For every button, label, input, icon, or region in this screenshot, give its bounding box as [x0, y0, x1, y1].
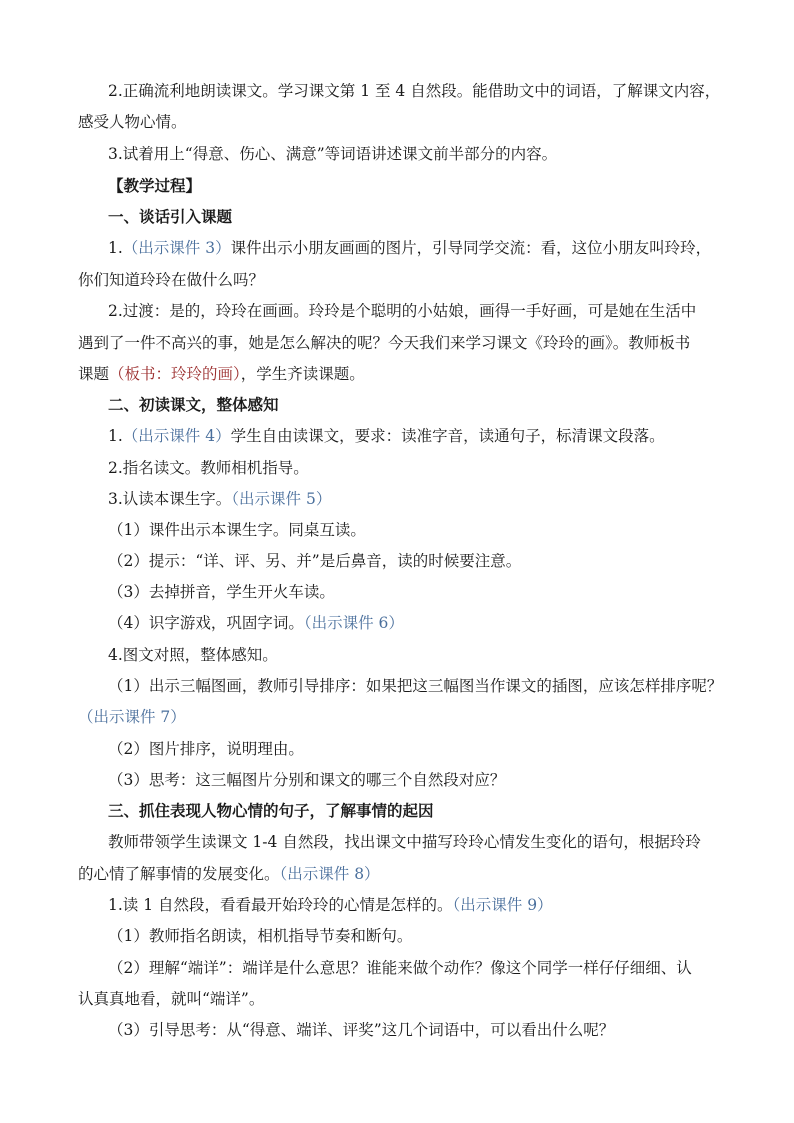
courseware-ref: （出示课件 9） — [452, 896, 553, 914]
heading-part-3: 三、抓住表现人物心情的句子，了解事情的起因 — [108, 801, 434, 820]
paragraph-1-1-cont: 你们知道玲玲在做什么吗？ — [78, 271, 265, 289]
paragraph-2-3-2: （2）提示：“详、评、另、并”是后鼻音，读的时候要注意。 — [108, 552, 522, 570]
paragraph-1-2-cont: 遇到了一件不高兴的事，她是怎么解决的呢？今天我们来学习课文《玲玲的画》。教师板书 — [78, 334, 691, 352]
courseware-ref: （出示课件 8） — [279, 865, 380, 883]
courseware-ref: （出示课件 5） — [231, 490, 332, 508]
paragraph-objective-2: 2.正确流利地朗读课文。学习课文第 1 至 4 自然段。能借助文中的词语，了解课文内容， — [108, 82, 721, 100]
paragraph-2-3-3: （3）去掉拼音，学生开火车读。 — [108, 583, 335, 601]
paragraph-2-3-4: （4）识字游戏，巩固字词。（出示课件 6） — [108, 614, 404, 632]
paragraph-2-1: 1.（出示课件 4）学生自由读课文，要求：读准字音，读通句子，标清课文段落。 — [108, 427, 665, 445]
courseware-ref: （出示课件 4） — [122, 427, 231, 445]
paragraph-3-intro: 教师带领学生读课文 1-4 自然段，找出课文中描写玲玲心情发生变化的语句，根据玲玲 — [108, 833, 701, 851]
paragraph-2-3-1: （1）课件出示本课生字。同桌互读。 — [108, 521, 366, 539]
paragraph-1-2: 2.过渡：是的，玲玲在画画。玲玲是个聪明的小姑娘，画得一手好画，可是她在生活中 — [108, 302, 697, 320]
paragraph-3-1: 1.读 1 自然段，看看最开始玲玲的心情是怎样的。（出示课件 9） — [108, 896, 553, 914]
courseware-ref: （出示课件 7） — [78, 708, 186, 726]
courseware-ref: （出示课件 6） — [303, 614, 404, 632]
paragraph-3-intro-cont: 的心情了解事情的发展变化。（出示课件 8） — [78, 865, 380, 883]
paragraph-2-3: 3.认读本课生字。（出示课件 5） — [108, 490, 332, 508]
paragraph-1-1: 1.（出示课件 3）课件出示小朋友画画的图片，引导同学交流：看，这位小朋友叫玲玲， — [108, 239, 712, 257]
paragraph-objective-3: 3.试着用上“得意、伤心、满意”等词语讲述课文前半部分的内容。 — [108, 145, 558, 163]
paragraph-2-4: 4.图文对照，整体感知。 — [108, 646, 278, 664]
paragraph-2-4-3: （3）思考：这三幅图片分别和课文的哪三个自然段对应？ — [108, 771, 506, 789]
paragraph-3-1-2-cont: 认真真地看，就叫“端详”。 — [78, 990, 265, 1008]
heading-part-2: 二、初读课文，整体感知 — [108, 395, 279, 414]
section-title-teaching-process: 【教学过程】 — [108, 176, 202, 195]
heading-part-1: 一、谈话引入课题 — [108, 207, 233, 226]
paragraph-3-1-3: （3）引导思考：从“得意、端详、评奖”这几个词语中，可以看出什么呢？ — [108, 1021, 615, 1039]
paragraph-2-2: 2.指名读文。教师相机指导。 — [108, 459, 309, 477]
courseware-ref: （出示课件 3） — [122, 239, 231, 257]
paragraph-2-4-2: （2）图片排序，说明理由。 — [108, 740, 304, 758]
paragraph-objective-2-cont: 感受人物心情。 — [78, 113, 187, 131]
paragraph-3-1-2: （2）理解“端详”：端详是什么意思？谁能来做个动作？像这个同学一样仔仔细细、认 — [108, 959, 692, 977]
paragraph-2-4-1: （1）出示三幅图画，教师引导排序：如果把这三幅图当作课文的插图，应该怎样排序呢？ — [108, 677, 723, 695]
paragraph-1-2-cont2: 课题（板书：玲玲的画），学生齐读课题。 — [78, 365, 365, 383]
paragraph-2-4-1-cont — [78, 707, 728, 727]
board-writing-ref: （板书：玲玲的画） — [109, 365, 241, 383]
paragraph-3-1-1: （1）教师指名朗读，相机指导节奏和断句。 — [108, 927, 413, 945]
